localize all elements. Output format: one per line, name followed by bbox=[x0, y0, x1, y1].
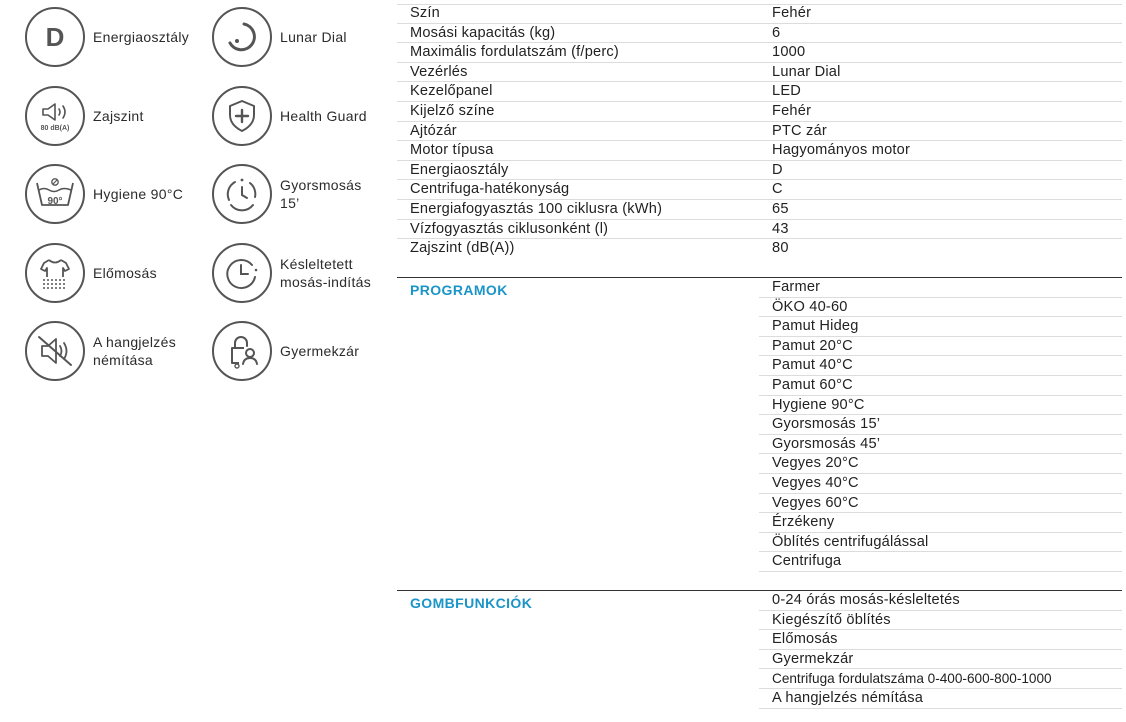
feature-label: Hygiene 90°C bbox=[93, 186, 184, 202]
list-item: Farmer bbox=[397, 278, 1122, 298]
list-item: Gyermekzár bbox=[397, 650, 1122, 670]
quick-wash-icon bbox=[212, 164, 272, 224]
spec-row: Szín Fehér bbox=[397, 4, 1122, 24]
list-item: Kiegészítő öblítés bbox=[397, 611, 1122, 631]
list-item: Gyorsmosás 15’ bbox=[397, 415, 1122, 435]
button-functions-section bbox=[397, 590, 1122, 716]
list-item: Öblítés centrifugálással bbox=[397, 533, 1122, 553]
list-item: Érzékeny bbox=[397, 513, 1122, 533]
feature-label: Health Guard bbox=[280, 108, 367, 124]
spec-row: Kijelző színe Fehér bbox=[397, 102, 1122, 122]
list-item: ÖKO 40-60 bbox=[397, 298, 1122, 318]
hygiene-wash-tub-icon: 90° bbox=[25, 164, 85, 224]
feature-delay-start bbox=[212, 243, 380, 303]
list-item: Pamut 60°C bbox=[397, 376, 1122, 396]
spec-row: Kezelőpanel LED bbox=[397, 82, 1122, 102]
feature-label: Gyermekzár bbox=[280, 343, 360, 359]
feature-label: Energiaosztály bbox=[93, 29, 190, 45]
feature-label: Késleltetett mosás-indítás bbox=[280, 256, 372, 290]
list-item: Előmosás bbox=[397, 630, 1122, 650]
spec-row: Mosási kapacitás (kg) 6 bbox=[397, 24, 1122, 44]
delay-start-clock-icon bbox=[212, 243, 272, 303]
spec-row: Vízfogyasztás ciklusonként (l) 43 bbox=[397, 220, 1122, 240]
spec-row: Vezérlés Lunar Dial bbox=[397, 63, 1122, 83]
list-item: 0-24 órás mosás-késleltetés bbox=[397, 591, 1122, 611]
feature-icons-panel bbox=[0, 0, 390, 722]
programs-list bbox=[397, 278, 1122, 572]
programs-heading: PROGRAMOK bbox=[410, 282, 508, 298]
list-item: Hygiene 90°C bbox=[397, 396, 1122, 416]
spec-row: Ajtózár PTC zár bbox=[397, 122, 1122, 142]
programs-section bbox=[397, 277, 1122, 573]
spec-row: Zajszint (dB(A)) 80 bbox=[410, 240, 789, 257]
feature-label: Gyorsmosás 15’ bbox=[280, 177, 362, 211]
feature-mute bbox=[25, 321, 193, 381]
list-item: Vegyes 20°C bbox=[397, 454, 1122, 474]
feature-label: Zajszint bbox=[93, 108, 144, 124]
feature-label: Előmosás bbox=[93, 265, 157, 281]
feature-label: Lunar Dial bbox=[280, 29, 347, 45]
spec-row: Motor típusa Hagyományos motor bbox=[397, 141, 1122, 161]
lunar-dial-icon bbox=[212, 7, 272, 67]
feature-noise-level bbox=[25, 86, 144, 146]
list-item: Gyorsmosás 45’ bbox=[397, 435, 1122, 455]
button-functions-list bbox=[397, 591, 1122, 709]
prewash-shirt-icon bbox=[25, 243, 85, 303]
energy-class-d-icon: D bbox=[25, 7, 85, 67]
child-lock-icon bbox=[212, 321, 272, 381]
feature-prewash bbox=[25, 243, 157, 303]
spec-row: Centrifuga-hatékonyság C bbox=[397, 180, 1122, 200]
list-item: A hangjelzés némítása bbox=[397, 689, 1122, 709]
list-item: Pamut Hideg bbox=[397, 317, 1122, 337]
spec-row: Energiaosztály D bbox=[397, 161, 1122, 181]
mute-speaker-icon bbox=[25, 321, 85, 381]
list-item: Pamut 20°C bbox=[397, 337, 1122, 357]
list-item: Centrifuga bbox=[397, 552, 1122, 572]
button-functions-heading: GOMBFUNKCIÓK bbox=[410, 595, 533, 611]
feature-lunar-dial bbox=[212, 7, 347, 67]
list-item: Centrifuga fordulatszáma 0-400-600-800-1000 bbox=[397, 669, 1122, 689]
spec-row: Energiafogyasztás 100 ciklusra (kWh) 65 bbox=[397, 200, 1122, 220]
list-item: Vegyes 40°C bbox=[397, 474, 1122, 494]
feature-child-lock bbox=[212, 321, 359, 381]
noise-level-icon: 80 dB(A) bbox=[25, 86, 85, 146]
feature-quick-wash bbox=[212, 164, 370, 224]
feature-hygiene bbox=[25, 164, 183, 224]
list-item: Vegyes 60°C bbox=[397, 494, 1122, 514]
list-item: Pamut 40°C bbox=[397, 356, 1122, 376]
feature-label: A hangjelzés némítása bbox=[93, 334, 176, 368]
feature-energy-class bbox=[25, 7, 189, 67]
health-guard-shield-icon bbox=[212, 86, 272, 146]
spec-table bbox=[397, 4, 1122, 259]
feature-health-guard bbox=[212, 86, 367, 146]
spec-row: Maximális fordulatszám (f/perc) 1000 bbox=[397, 43, 1122, 63]
